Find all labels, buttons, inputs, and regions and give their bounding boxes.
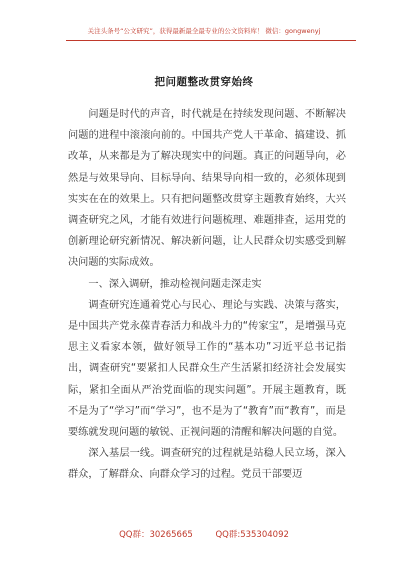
paragraph-intro: 问题是时代的声音，时代就是在持续发现问题、不断解决问题的进程中滚滚向前的。中国共产党人干革命、搞建设、抓改革，从来都是为了解决现实中的问题。真正的问题导向，必然是与效果导向、目标导向、结果导向相一致的，必须体现到实实在在的效果上。只有把问题整改贯穿主题教育始终，大兴调查研究之风，才能有效进行问题梳理、难题排查，运用党的创新理论研究新情况、解决新问题，让人民群众切实感受到解决问题的实际成效。 — [68, 109, 346, 269]
header-notice: 关注头条号“公文研究”，获得最新最全最专业的公文资料库！ 微信：gongwenyj — [87, 27, 321, 35]
paragraph-research: 调查研究连通着党心与民心、理论与实践、决策与落实，是中国共产党永葆青春活力和战斗力的“传家宝”，是增强马克思主义看家本领，做好领导工作的“基本功”习近平总书记指出，调查研究“要紧扣人民群众生产生活紧扣经济社会发展实际，紧扣全面从严治党面临的现实问题”。开展主题教育，既不是为了“学习”而“学习”，也不是为了“教育”而“教育”，而是要练就发现问题的敏锐、正视问题的清醒和解决问题的自觉。 — [68, 299, 346, 439]
footer-qq-group-2: QQ群:535304092 — [215, 530, 289, 540]
document-body — [68, 104, 346, 486]
footer-qq-group-1: QQ群：30265665 — [119, 530, 193, 540]
header-divider — [66, 40, 356, 41]
footer — [0, 528, 408, 540]
document-title: 把问题整改贯穿始终 — [154, 76, 254, 88]
paragraph-grassroots: 深入基层一线。调查研究的过程就是站稳人民立场，深入群众，了解群众、向群众学习的过程。党员干部要迈 — [68, 448, 346, 481]
section-heading-1: 一、深入调研，推动检视问题走深走实 — [88, 278, 262, 290]
